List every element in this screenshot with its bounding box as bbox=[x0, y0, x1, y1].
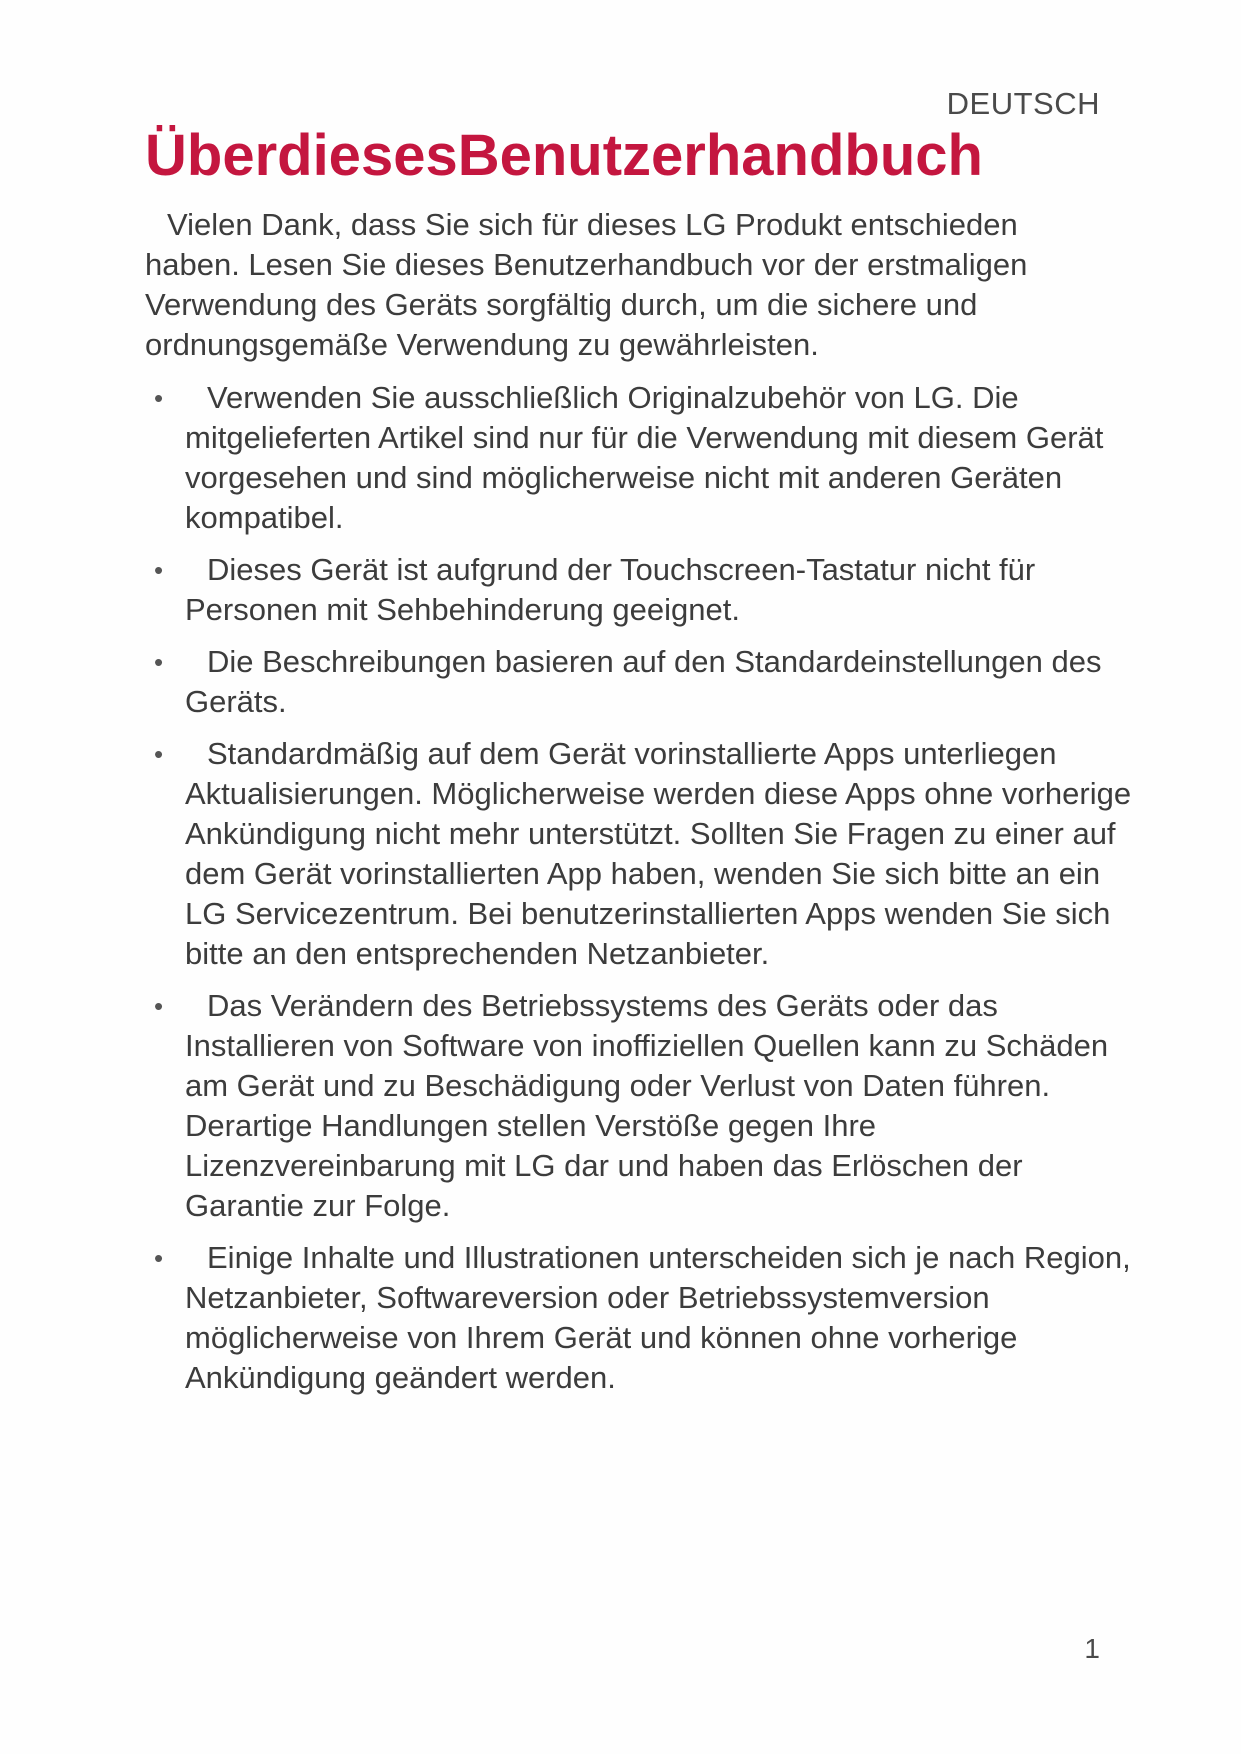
list-item bbox=[145, 378, 1135, 538]
list-item-text: Verwenden Sie ausschließlich Originalzubehör von LG. Die mitgelieferten Artikel sind nur für die Verwendung mit diesem Gerät vorgesehen und sind möglicherweise nicht mit anderen Geräten kompatibel. bbox=[185, 380, 1104, 535]
list-item bbox=[145, 1238, 1135, 1398]
bullet-icon: • bbox=[154, 383, 164, 413]
notice-list bbox=[145, 378, 1135, 1410]
page-number: 1 bbox=[1084, 1633, 1100, 1664]
list-item bbox=[145, 734, 1135, 974]
page-title: ÜberdiesesBenutzerhandbuch bbox=[145, 123, 983, 188]
bullet-icon: • bbox=[154, 739, 164, 769]
bullet-icon: • bbox=[154, 1243, 164, 1273]
list-item-text: Standardmäßig auf dem Gerät vorinstallierte Apps unterliegen Aktualisierungen. Möglicherweise werden diese Apps ohne vorherige Ankündigung nicht mehr unterstützt. Sollten Sie Fragen zu einer auf dem Gerät vorinstallierten App haben, wenden Sie sich bitte an ein LG Servicezentrum. Bei benutzerinstallierten Apps wenden Sie sich bitte an den entsprechenden Netzanbieter. bbox=[185, 736, 1132, 971]
bullet-icon: • bbox=[154, 647, 164, 677]
list-item bbox=[145, 986, 1135, 1226]
list-item-text: Dieses Gerät ist aufgrund der Touchscreen-Tastatur nicht für Personen mit Sehbehinderung geeignet. bbox=[185, 552, 1036, 627]
bullet-icon: • bbox=[154, 555, 164, 585]
bullet-icon: • bbox=[154, 991, 164, 1021]
language-label: DEUTSCH bbox=[946, 86, 1100, 121]
intro-paragraph: Vielen Dank, dass Sie sich für dieses LG Produkt entschieden haben. Lesen Sie dieses Benutzerhandbuch vor der erstmaligen Verwendung des Geräts sorgfältig durch, um die sichere und ordnungsgemäße Verwendung zu gewährleisten. bbox=[145, 207, 1028, 362]
list-item-text: Das Verändern des Betriebssystems des Geräts oder das Installieren von Software von inoffiziellen Quellen kann zu Schäden am Gerät und zu Beschädigung oder Verlust von Daten führen. Derartige Handlungen stellen Verstöße gegen Ihre Lizenzvereinbarung mit LG dar und haben das Erlöschen der Garantie zur Folge. bbox=[185, 988, 1109, 1223]
list-item-text: Die Beschreibungen basieren auf den Standardeinstellungen des Geräts. bbox=[185, 644, 1102, 719]
list-item-text: Einige Inhalte und Illustrationen unterscheiden sich je nach Region, Netzanbieter, Softwareversion oder Betriebssystemversion möglicherweise von Ihrem Gerät und können ohne vorherige Ankündigung geändert werden. bbox=[185, 1240, 1131, 1395]
list-item bbox=[145, 550, 1135, 630]
list-item bbox=[145, 642, 1135, 722]
